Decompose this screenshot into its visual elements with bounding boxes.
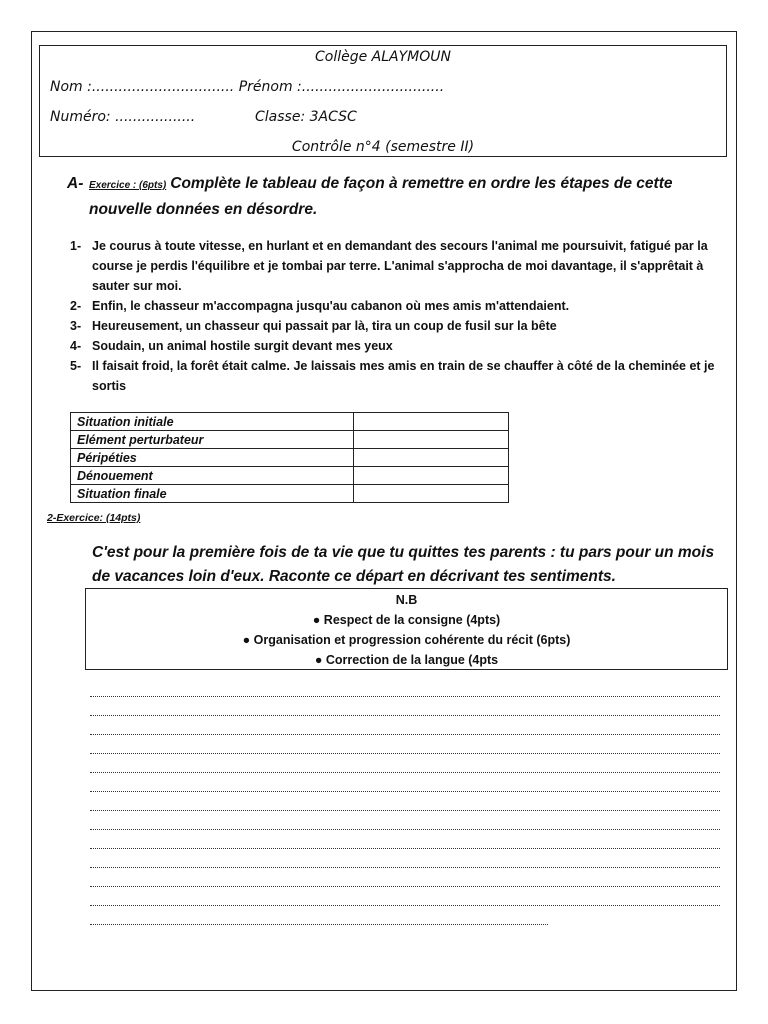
writing-line[interactable] xyxy=(90,773,720,792)
answer-cell[interactable] xyxy=(354,413,509,431)
step-label: Dénouement xyxy=(71,467,354,485)
table-row xyxy=(71,449,509,467)
class-field: Classe: 3ACSC xyxy=(255,109,357,125)
item-number: 5- xyxy=(70,359,82,373)
item-text: Enfin, le chasseur m'accompagna jusqu'au cabanon où mes amis m'attendaient. xyxy=(92,299,570,313)
story-items-list xyxy=(70,236,730,396)
writing-line[interactable] xyxy=(90,678,720,697)
header-box xyxy=(39,45,727,157)
writing-line[interactable] xyxy=(90,716,720,735)
item-number: 1- xyxy=(70,239,82,253)
item-text: Je courus à toute vitesse, en hurlant et en demandant des secours l'animal me poursuivit, fatigué par la course je perdis l'équilibre et je tombai par terre. L'animal s'approcha de moi davantage, il s'apprêtait à sauter sur moi. xyxy=(92,239,708,293)
list-item xyxy=(70,356,730,396)
criterion-item: ● Organisation et progression cohérente du récit (6pts) xyxy=(242,633,571,647)
item-number: 3- xyxy=(70,319,82,333)
answer-cell[interactable] xyxy=(354,485,509,503)
writing-line[interactable] xyxy=(90,811,720,830)
list-item xyxy=(70,336,730,356)
writing-line[interactable] xyxy=(90,906,548,925)
exercise-2-prompt: C'est pour la première fois de ta vie que tu quittes tes parents : tu pars pour un mois de vacances loin d'eux. Raconte ce départ en décrivant tes sentiments. xyxy=(92,544,715,585)
writing-line[interactable] xyxy=(90,830,720,849)
answer-cell[interactable] xyxy=(354,431,509,449)
writing-area[interactable] xyxy=(90,678,720,925)
nb-title: N.B xyxy=(395,593,418,607)
writing-line[interactable] xyxy=(90,849,720,868)
step-label: Situation finale xyxy=(71,485,354,503)
answer-cell[interactable] xyxy=(354,449,509,467)
step-label: Elément perturbateur xyxy=(71,431,354,449)
table-row xyxy=(71,485,509,503)
writing-line[interactable] xyxy=(90,868,720,887)
writing-line[interactable] xyxy=(90,754,720,773)
table-row xyxy=(71,413,509,431)
item-text: Heureusement, un chasseur qui passait par là, tira un coup de fusil sur la bête xyxy=(92,319,557,333)
item-number: 2- xyxy=(70,299,82,313)
step-label: Situation initiale xyxy=(71,413,354,431)
test-title: Contrôle n°4 (semestre II) xyxy=(291,139,475,155)
step-label: Péripéties xyxy=(71,449,354,467)
number-field: Numéro: .................. xyxy=(50,109,196,125)
list-item xyxy=(70,236,730,296)
grading-criteria-box xyxy=(85,588,728,670)
list-item xyxy=(70,316,730,336)
writing-line[interactable] xyxy=(90,887,720,906)
item-number: 4- xyxy=(70,339,82,353)
exercise-a-letter: A- xyxy=(67,175,84,192)
name-field: Nom :................................ Prénom :................................ xyxy=(50,79,445,95)
item-text: Soudain, un animal hostile surgit devant mes yeux xyxy=(92,339,393,353)
exercise-2-label: 2-Exercice: (14pts) xyxy=(47,512,141,524)
answer-cell[interactable] xyxy=(354,467,509,485)
criterion-item: ● Correction de la langue (4pts xyxy=(314,653,499,667)
exercise-a-points: Exercice : (6pts) xyxy=(89,180,167,191)
item-text: Il faisait froid, la forêt était calme. Je laissais mes amis en train de se chauffer à côté de la cheminée et je sortis xyxy=(92,359,715,393)
steps-table xyxy=(70,412,509,503)
table-row xyxy=(71,431,509,449)
writing-line[interactable] xyxy=(90,792,720,811)
list-item xyxy=(70,296,730,316)
exercise-a-instruction: Complète le tableau de façon à remettre en ordre les étapes de cette nouvelle données en désordre. xyxy=(89,175,673,218)
college-name: Collège ALAYMOUN xyxy=(314,49,451,65)
criterion-item: ● Respect de la consigne (4pts) xyxy=(312,613,501,627)
writing-line[interactable] xyxy=(90,735,720,754)
writing-line[interactable] xyxy=(90,697,720,716)
table-row xyxy=(71,467,509,485)
